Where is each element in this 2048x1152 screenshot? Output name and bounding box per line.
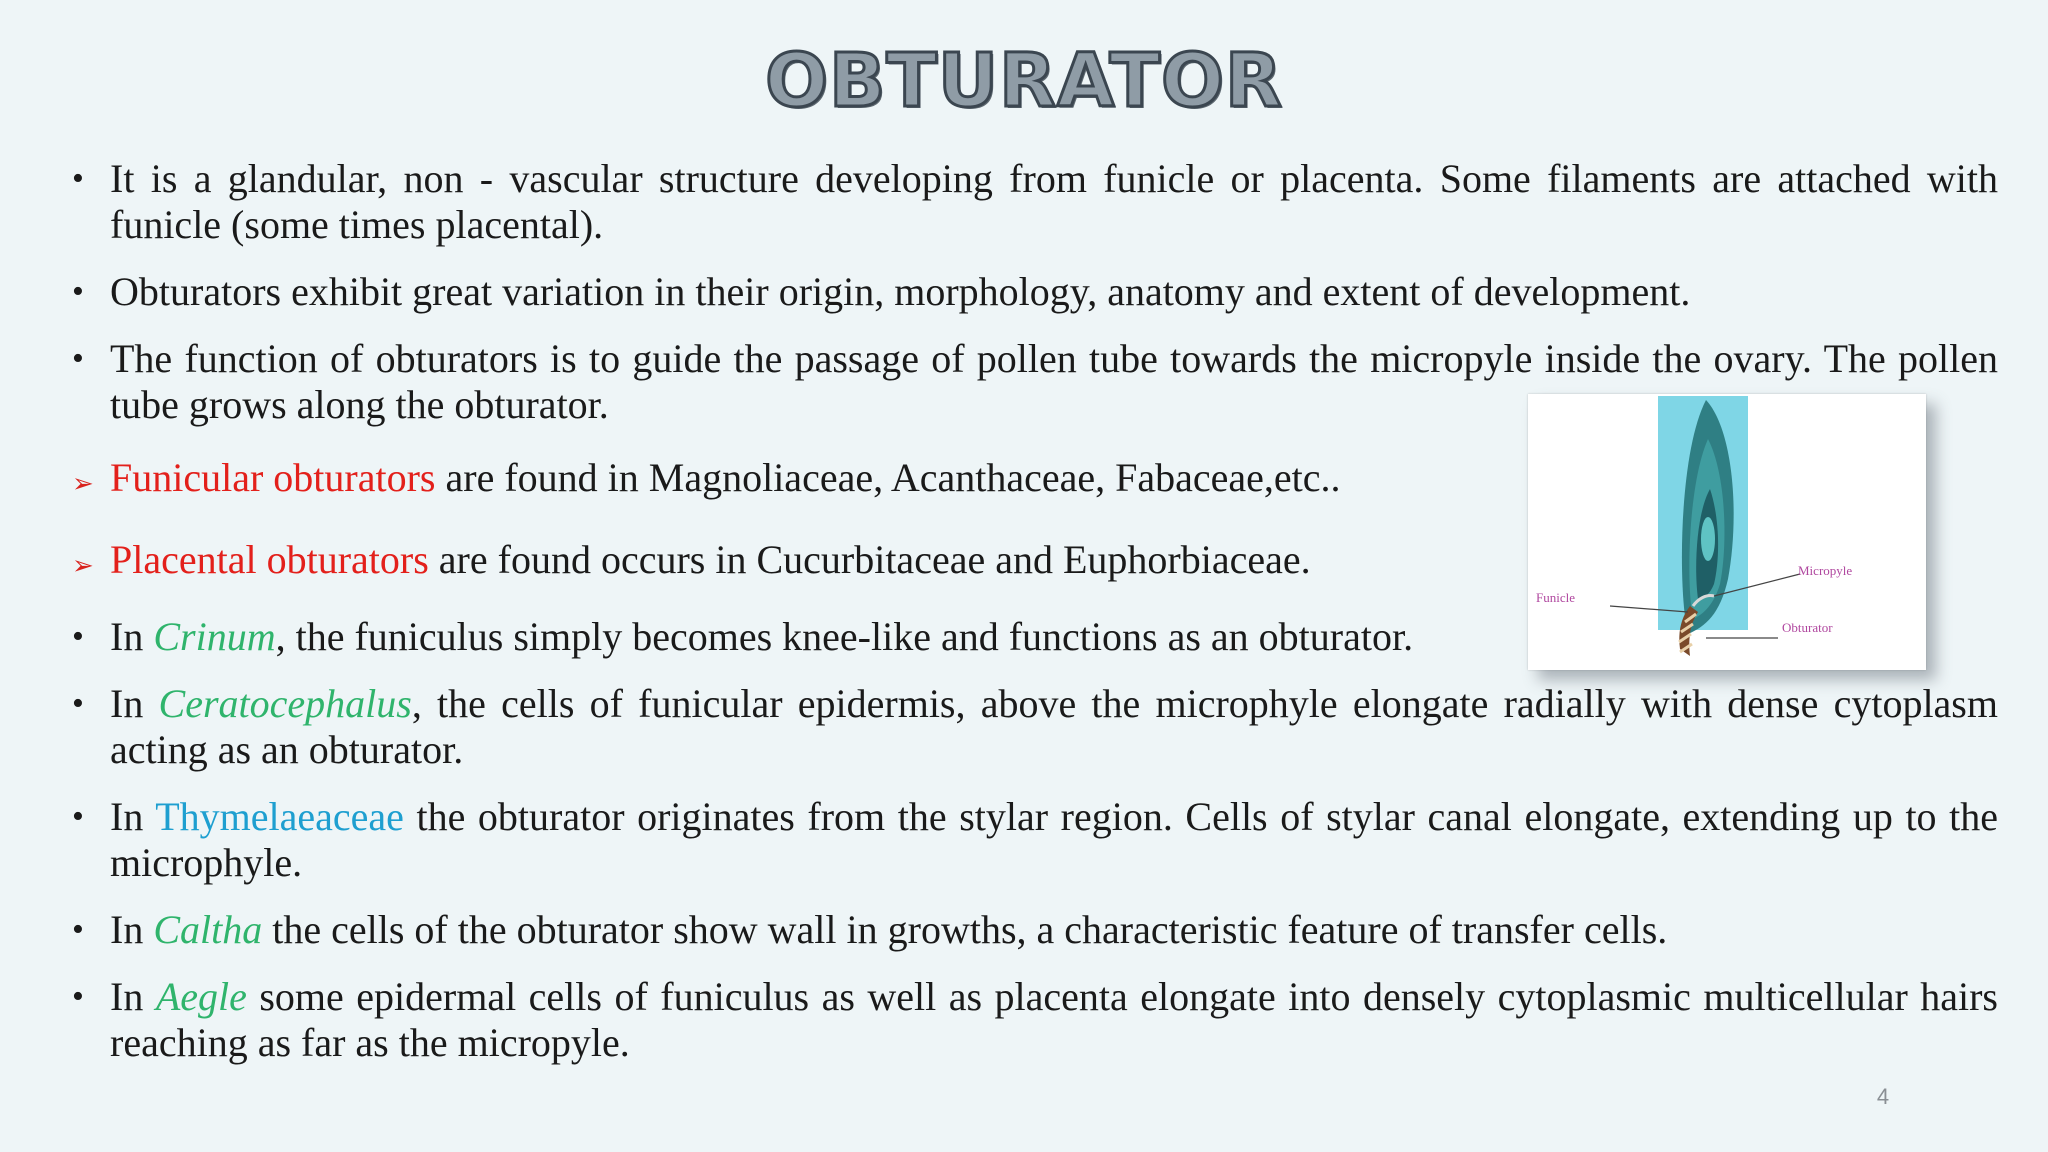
- bullet-icon: •: [72, 911, 84, 948]
- bullet-icon: •: [72, 978, 84, 1015]
- figure-label-funicle: Funicle: [1536, 590, 1575, 605]
- bullet-text: The function of obturators is to guide the passage of pollen tube towards the micropyle inside the ovary. The pollen tube grows along the obturator.: [110, 336, 1998, 427]
- bullet-text: , the cells of funicular epidermis, above the microphyle elongate radially with dense cytoplasm acting as an obturator.: [110, 681, 1998, 772]
- genus-name: Caltha: [153, 907, 263, 952]
- figure-label-micropyle: Micropyle: [1798, 563, 1853, 578]
- arrow-bullet-icon: ➢: [72, 469, 94, 498]
- arrow-item: [72, 537, 1530, 583]
- bullet-text: some epidermal cells of funiculus as well as placenta elongate into densely cytoplasmic multicellular hairs reaching as far as the micropyle.: [110, 974, 1999, 1065]
- family-name: Thymelaeaceae: [155, 794, 404, 839]
- bullet-icon: •: [72, 340, 84, 377]
- genus-name: Ceratocephalus: [158, 681, 412, 726]
- highlight-term: Placental obturators: [110, 537, 429, 582]
- highlight-term: Funicular obturators: [110, 455, 436, 500]
- bullet-icon: •: [72, 685, 84, 722]
- bullet-item: [72, 156, 1998, 248]
- bullet-text: It is a glandular, non - vascular structure developing from funicle or placenta. Some filaments are attached with funicle (some times placental).: [110, 156, 1998, 247]
- ovule-obturator-figure: [1528, 394, 1926, 670]
- bullet-text: the cells of the obturator show wall in growths, a characteristic feature of transfer cells.: [262, 907, 1668, 952]
- bullet-text: , the funiculus simply becomes knee-like and functions as an obturator.: [275, 614, 1414, 659]
- genus-name: Crinum: [153, 614, 276, 659]
- page-number: 4: [1876, 1084, 1890, 1109]
- bullet-item: [72, 614, 1550, 660]
- bullet-prefix: In: [110, 907, 154, 952]
- arrow-item: [72, 455, 1530, 501]
- bullet-item: [72, 907, 1998, 953]
- bullet-item: [72, 794, 1998, 886]
- ovule-diagram: [1528, 394, 1926, 670]
- genus-name: Aegle: [155, 974, 247, 1019]
- bullet-text: the obturator originates from the stylar region. Cells of stylar canal elongate, extending up to the microphyle.: [110, 794, 1999, 885]
- arrow-bullet-icon: ➢: [72, 551, 94, 580]
- embryo-sac: [1701, 517, 1715, 561]
- bullet-icon: •: [72, 618, 84, 655]
- bullet-item: [72, 681, 1998, 773]
- bullet-prefix: In: [110, 974, 156, 1019]
- bullet-prefix: In: [110, 794, 156, 839]
- bullet-item: [72, 974, 1998, 1066]
- slide-title: OBTURATOR: [765, 38, 1283, 124]
- figure-label-obturator: Obturator: [1782, 620, 1833, 635]
- bullet-text: Obturators exhibit great variation in their origin, morphology, anatomy and extent of development.: [110, 269, 1691, 314]
- bullet-icon: •: [72, 798, 84, 835]
- bullet-icon: •: [72, 160, 84, 197]
- bullet-prefix: In: [110, 614, 154, 659]
- bullet-text: are found occurs in Cucurbitaceae and Euphorbiaceae.: [428, 537, 1311, 582]
- bullet-text: are found in Magnoliaceae, Acanthaceae, Fabaceae,etc..: [435, 455, 1341, 500]
- bullet-icon: •: [72, 273, 84, 310]
- bullet-prefix: In: [110, 681, 159, 726]
- bullet-item: [72, 269, 1998, 315]
